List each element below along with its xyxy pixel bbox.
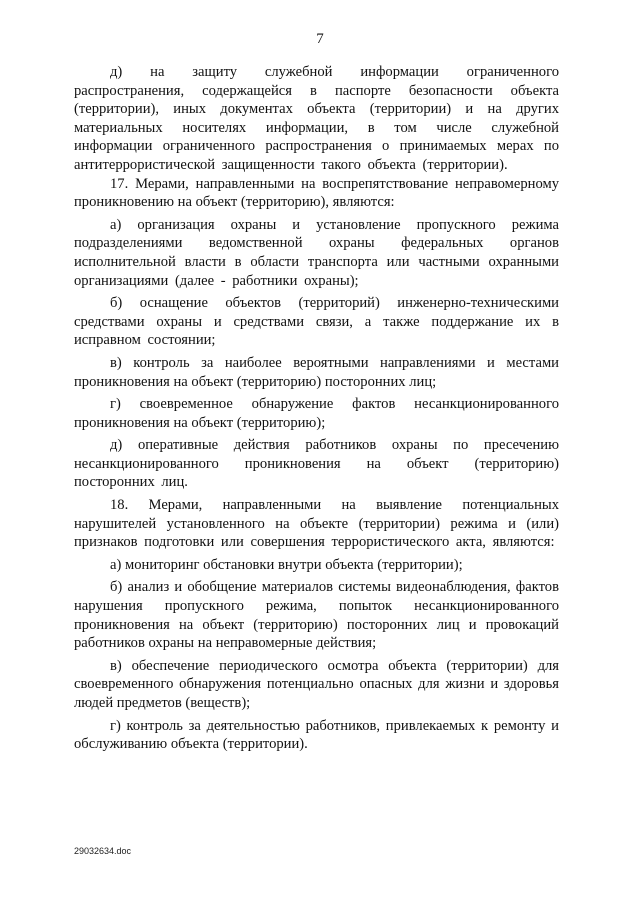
paragraph-17-a: а) организация охраны и установление пропускного режима подразделениями ведомственной охраны федеральных органов исполнительной власти в области транспорта или частными охранными организациями (далее - работники охраны);: [74, 216, 559, 289]
paragraph-18-a: а) мониторинг обстановки внутри объекта (территории);: [110, 556, 463, 573]
paragraph-17-v: в) контроль за наиболее вероятными направлениями и местами проникновения на объект (территорию) посторонних лиц;: [74, 354, 559, 390]
document-body: [74, 63, 559, 754]
paragraph-d-info-protection: д) на защиту служебной информации ограниченного распространения, содержащейся в паспорте безопасности объекта (территории), иных документах объекта (территории) и на других материальных носителях информации, в том числе служебной информации ограниченного распространения о принимаемых мерах по антитеррористической защищенности такого объекта (территории).: [74, 64, 559, 173]
paragraph-18-b: б) анализ и обобщение материалов системы видеонаблюдения, фактов нарушения пропускного режима, попыток несанкционированного проникновения на объект (территорию) посторонних лиц и провокаций работников охраны на неправомерные действия;: [74, 579, 559, 652]
paragraph-17-intro: 17. Мерами, направленными на воспрепятствование неправомерному проникновению на объект (территорию), являются:: [74, 175, 559, 211]
paragraph-18-v: в) обеспечение периодического осмотра объекта (территории) для своевременного обнаружения потенциально опасных для жизни и здоровья людей предметов (веществ);: [74, 657, 559, 711]
page-number: 7: [316, 31, 324, 47]
paragraph-17-b: б) оснащение объектов (территорий) инженерно-техническими средствами охраны и средствами связи, а также поддержание их в исправном состоянии;: [74, 295, 559, 349]
paragraph-17-g: г) своевременное обнаружение фактов несанкционированного проникновения на объект (территорию);: [74, 396, 559, 431]
paragraph-17-d: д) оперативные действия работников охраны по пресечению несанкционированного проникновения на объект (территорию) посторонних лиц.: [74, 437, 559, 491]
paragraph-18-intro: 18. Мерами, направленными на выявление потенциальных нарушителей установленного на объекте (территории) режима и (или) признаков подготовки или совершения террористического акта, являются:: [74, 497, 559, 551]
file-name-footer: 29032634.doc: [74, 846, 132, 856]
paragraph-18-g: г) контроль за деятельностью работников, привлекаемых к ремонту и обслуживанию объекта (территории).: [74, 717, 559, 753]
